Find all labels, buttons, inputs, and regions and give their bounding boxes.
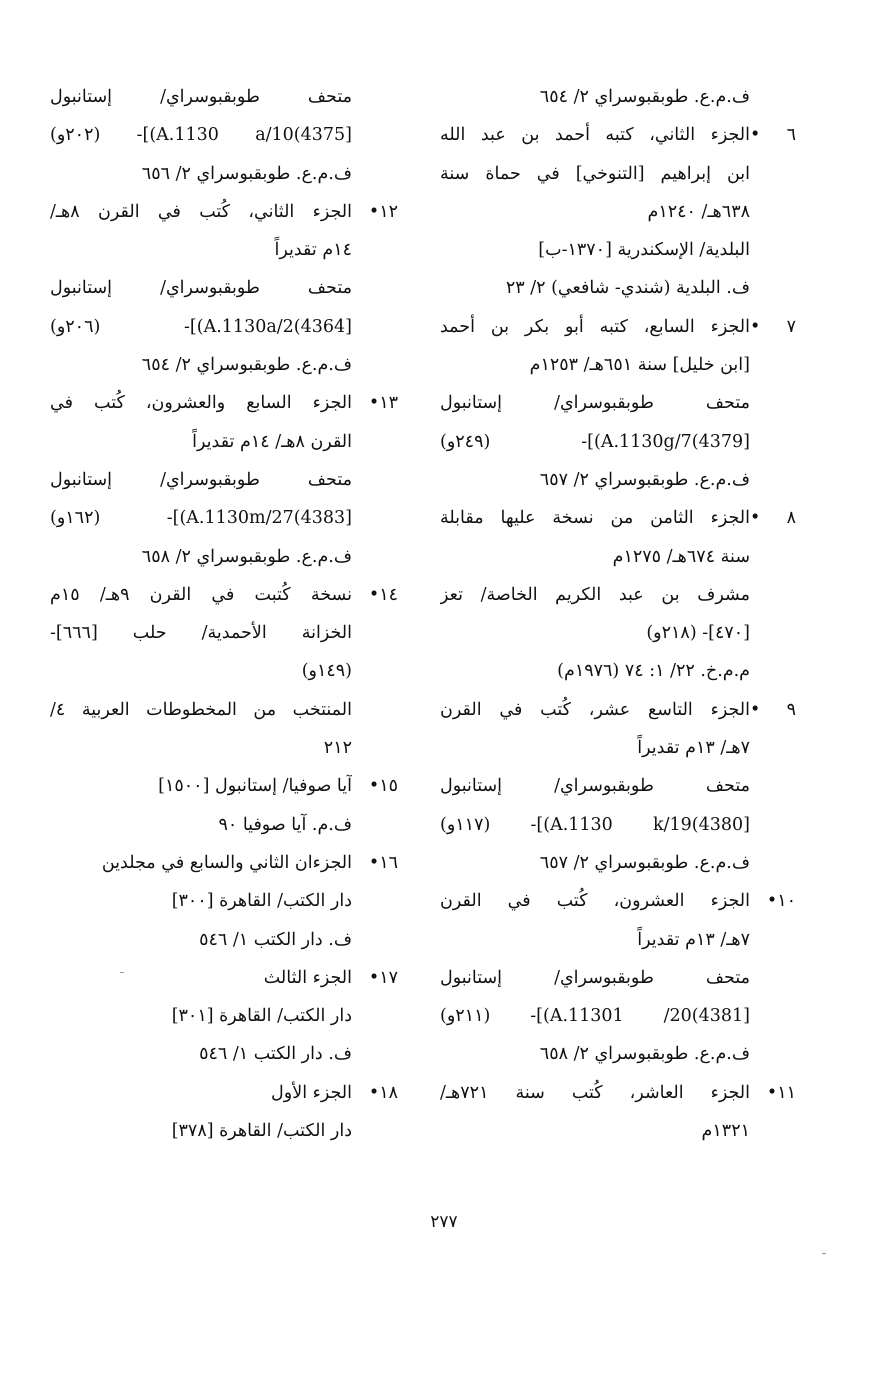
entry-text: البلدية/ الإسكندرية [١٣٧٠-ب] — [538, 240, 750, 261]
entry-text: [4380)A.1130 k/19)]- (١١٧و) — [440, 814, 750, 835]
entry-number — [750, 384, 796, 422]
entry-number — [750, 959, 796, 997]
scan-speck — [120, 972, 124, 973]
entry-line — [440, 921, 796, 959]
entry-number: ٦ • — [750, 125, 796, 146]
entry-number: ١٨• — [368, 1082, 398, 1103]
entry-line — [440, 882, 796, 920]
entry-number — [352, 461, 398, 499]
entry-line — [440, 116, 796, 154]
entry-line — [50, 652, 398, 690]
entry-text: ١٤م تقديراً — [274, 240, 352, 261]
entry-line — [50, 538, 398, 576]
entry-text: دار الكتب/ القاهرة [٣٠١] — [171, 1006, 352, 1027]
entry-line — [440, 729, 796, 767]
entry-text: المنتخب من المخطوطات العربية ٤/ — [50, 699, 352, 720]
entry-text: الجزء التاسع عشر، كُتب في القرن — [440, 699, 750, 720]
entry-number — [750, 538, 796, 576]
entry-number — [352, 231, 398, 269]
entry-number — [750, 346, 796, 384]
entry-number — [750, 614, 796, 652]
entry-text: الجزء الأول — [271, 1082, 352, 1103]
entry-text: نسخة كُتبت في القرن ٩هـ/ ١٥م — [50, 584, 352, 605]
entry-number: ١٦• — [368, 852, 398, 873]
entry-line — [50, 767, 398, 805]
entry-line — [50, 844, 398, 882]
entry-line — [440, 691, 796, 729]
entry-text: [٤٧٠]- (٢١٨و) — [646, 623, 750, 644]
entry-number — [750, 767, 796, 805]
entry-number — [352, 1035, 398, 1073]
entry-line — [50, 1112, 398, 1150]
entry-line — [440, 997, 796, 1035]
entry-text: متحف طوبقبوسراي/ إستانبول — [50, 278, 352, 299]
entry-number: ٧ • — [750, 316, 796, 337]
entry-line — [440, 155, 796, 193]
entry-line — [50, 1074, 398, 1112]
entry-number — [750, 269, 796, 307]
entry-line — [50, 997, 398, 1035]
entry-line — [50, 921, 398, 959]
entry-number — [352, 346, 398, 384]
entry-text: ١٣٢١م — [701, 1121, 750, 1142]
scan-speck — [822, 1253, 826, 1254]
entry-number — [352, 1112, 398, 1150]
entry-line — [50, 729, 398, 767]
entry-text: الجزء الثامن من نسخة عليها مقابلة — [440, 508, 750, 529]
entry-number — [352, 308, 398, 346]
entry-line — [50, 423, 398, 461]
entry-line — [440, 308, 796, 346]
entry-number — [352, 155, 398, 193]
entry-number — [750, 1112, 796, 1150]
entry-text: ف.م.ع. طوبقبوسراي ٢/ ٦٥٤ — [539, 87, 750, 107]
entry-text: ف.م.ع. طوبقبوسراي ٢/ ٦٥٧ — [539, 469, 750, 490]
entry-number: ١٠• — [766, 891, 796, 912]
entry-line — [440, 78, 796, 116]
entry-text: ف.م.ع. طوبقبوسراي ٢/ ٦٥٦ — [141, 163, 352, 184]
entry-number: ١٢• — [368, 201, 398, 222]
entry-line — [50, 155, 398, 193]
entry-text: [4375)A.1130 a/10)]- (٢٠٢و) — [50, 125, 352, 146]
entry-line — [50, 269, 398, 307]
entry-text: متحف طوبقبوسراي/ إستانبول — [50, 469, 352, 490]
entry-text: ف. دار الكتب ١/ ٥٤٦ — [199, 929, 352, 950]
entry-line — [440, 767, 796, 805]
entry-number — [352, 921, 398, 959]
entry-text: ف. البلدية (شندي- شافعي) ٢/ ٢٣ — [505, 278, 750, 299]
entry-text: [4364)A.1130a/2)]- (٢٠٦و) — [50, 316, 352, 337]
entry-line — [50, 193, 398, 231]
entry-text: الجزء السابع والعشرون، كُتب في — [50, 393, 352, 414]
entry-line — [50, 308, 398, 346]
entry-text: ٦٣٨هـ/ ١٢٤٠م — [647, 201, 750, 222]
entry-line — [50, 231, 398, 269]
entry-number — [750, 576, 796, 614]
entry-text: [4379)A.1130g/7)]- (٢٤٩و) — [440, 431, 750, 452]
entry-line — [50, 346, 398, 384]
entry-line — [440, 1074, 796, 1112]
entry-text: ف.م.ع. طوبقبوسراي ٢/ ٦٥٤ — [141, 355, 352, 376]
entry-text: الجزء الثالث — [263, 967, 352, 988]
entry-line — [440, 1035, 796, 1073]
entry-line — [50, 614, 398, 652]
entry-text: [ابن خليل] سنة ٦٥١هـ/ ١٢٥٣م — [529, 355, 750, 376]
entry-number: ٩ • — [750, 699, 796, 720]
entry-number: ١١• — [766, 1082, 796, 1103]
entry-text: ف.م.ع. طوبقبوسراي ٢/ ٦٥٨ — [539, 1044, 750, 1065]
entry-number — [750, 844, 796, 882]
entry-line — [50, 882, 398, 920]
entry-text: الخزانة الأحمدية/ حلب [٦٦٦]- — [50, 623, 352, 644]
entry-number — [352, 997, 398, 1035]
entry-text: دار الكتب/ القاهرة [٣٧٨] — [171, 1121, 352, 1142]
entry-text: متحف طوبقبوسراي/ إستانبول — [440, 393, 750, 414]
entry-number — [750, 806, 796, 844]
entry-line — [440, 844, 796, 882]
entry-number — [352, 269, 398, 307]
entry-number — [352, 806, 398, 844]
entry-number — [352, 116, 398, 154]
entry-number — [750, 155, 796, 193]
entry-text: ٧هـ/ ١٣م تقديراً — [637, 738, 750, 759]
entry-line — [440, 231, 796, 269]
entry-number — [750, 231, 796, 269]
entry-number — [750, 78, 796, 116]
page-number: ٢٧٧ — [430, 1212, 458, 1232]
entry-number — [750, 423, 796, 461]
entry-text: ف.م. آيا صوفيا ٩٠ — [218, 814, 352, 835]
entry-text: [4381)A.11301 /20)]- (٢١١و) — [440, 1006, 750, 1027]
entry-line — [50, 116, 398, 154]
entry-line — [440, 384, 796, 422]
entry-text: مشرف بن عبد الكريم الخاصة/ تعز — [440, 584, 750, 605]
entry-number — [750, 997, 796, 1035]
entry-line — [440, 614, 796, 652]
entry-line — [440, 652, 796, 690]
entry-line — [50, 691, 398, 729]
entry-line — [50, 576, 398, 614]
entry-line — [50, 499, 398, 537]
entry-line — [50, 1035, 398, 1073]
entry-number: ١٧• — [368, 967, 398, 988]
entry-line — [440, 193, 796, 231]
entry-line — [440, 538, 796, 576]
entry-text: ٢١٢ — [323, 738, 352, 759]
entry-line — [440, 806, 796, 844]
entry-text: ف.م.ع. طوبقبوسراي ٢/ ٦٥٧ — [539, 852, 750, 873]
entry-number — [352, 729, 398, 767]
entry-text: ف.م.ع. طوبقبوسراي ٢/ ٦٥٨ — [141, 546, 352, 567]
entry-text: آيا صوفيا/ إستانبول [١٥٠٠] — [158, 776, 352, 797]
entry-number: ١٣• — [368, 393, 398, 414]
entry-line — [440, 1112, 796, 1150]
entry-text: متحف طوبقبوسراي/ إستانبول — [50, 87, 352, 107]
entry-line — [440, 269, 796, 307]
entry-line — [50, 78, 398, 116]
entry-text: ف. دار الكتب ١/ ٥٤٦ — [199, 1044, 352, 1065]
entry-text: ابن إبراهيم [التنوخي] في حماة سنة — [440, 163, 750, 184]
entry-line — [440, 346, 796, 384]
entry-line — [440, 499, 796, 537]
entry-text: متحف طوبقبوسراي/ إستانبول — [440, 967, 750, 988]
entry-number — [352, 691, 398, 729]
entry-number — [750, 921, 796, 959]
entry-text: الجزء العاشر، كُتب سنة ٧٢١هـ/ — [440, 1082, 750, 1103]
entry-text: متحف طوبقبوسراي/ إستانبول — [440, 776, 750, 797]
entry-text: م.م.خ. ٢٢/ ١: ٧٤ (١٩٧٦م) — [557, 661, 750, 682]
entry-text: سنة ٦٧٤هـ/ ١٢٧٥م — [612, 546, 750, 567]
entry-number — [352, 614, 398, 652]
left-column — [50, 78, 398, 1150]
entry-number — [750, 1035, 796, 1073]
entry-text: [4383)A.1130m/27)]- (١٦٢و) — [50, 508, 352, 529]
entry-number: ١٤• — [368, 584, 398, 605]
entry-number — [352, 538, 398, 576]
entry-text: ٧هـ/ ١٣م تقديراً — [637, 929, 750, 950]
entry-number — [352, 78, 398, 116]
entry-line — [440, 461, 796, 499]
entry-line — [440, 576, 796, 614]
entry-text: الجزء الثاني، كتبه أحمد بن عبد الله — [440, 125, 750, 146]
entry-text: الجزء السابع، كتبه أبو بكر بن أحمد — [440, 316, 750, 337]
entry-number — [352, 499, 398, 537]
entry-number — [750, 652, 796, 690]
entry-number: ١٥• — [368, 776, 398, 797]
entry-text: الجزء الثاني، كُتب في القرن ٨هـ/ — [50, 201, 352, 222]
entry-text: (١٤٩و) — [301, 661, 352, 682]
entry-number — [352, 652, 398, 690]
entry-text: الجزءان الثاني والسابع في مجلدين — [101, 852, 352, 873]
entry-number — [750, 729, 796, 767]
entry-number — [750, 461, 796, 499]
entry-text: دار الكتب/ القاهرة [٣٠٠] — [171, 891, 352, 912]
entry-number — [352, 423, 398, 461]
entry-text: الجزء العشرون، كُتب في القرن — [440, 891, 750, 912]
entry-number — [352, 882, 398, 920]
entry-line — [50, 461, 398, 499]
entry-number — [750, 193, 796, 231]
entry-line — [50, 959, 398, 997]
entry-line — [50, 384, 398, 422]
entry-text: القرن ٨هـ/ ١٤م تقديراً — [192, 431, 352, 452]
entry-number: ٨ • — [750, 508, 796, 529]
entry-line — [440, 959, 796, 997]
right-column — [440, 78, 796, 1150]
entry-line — [440, 423, 796, 461]
entry-line — [50, 806, 398, 844]
